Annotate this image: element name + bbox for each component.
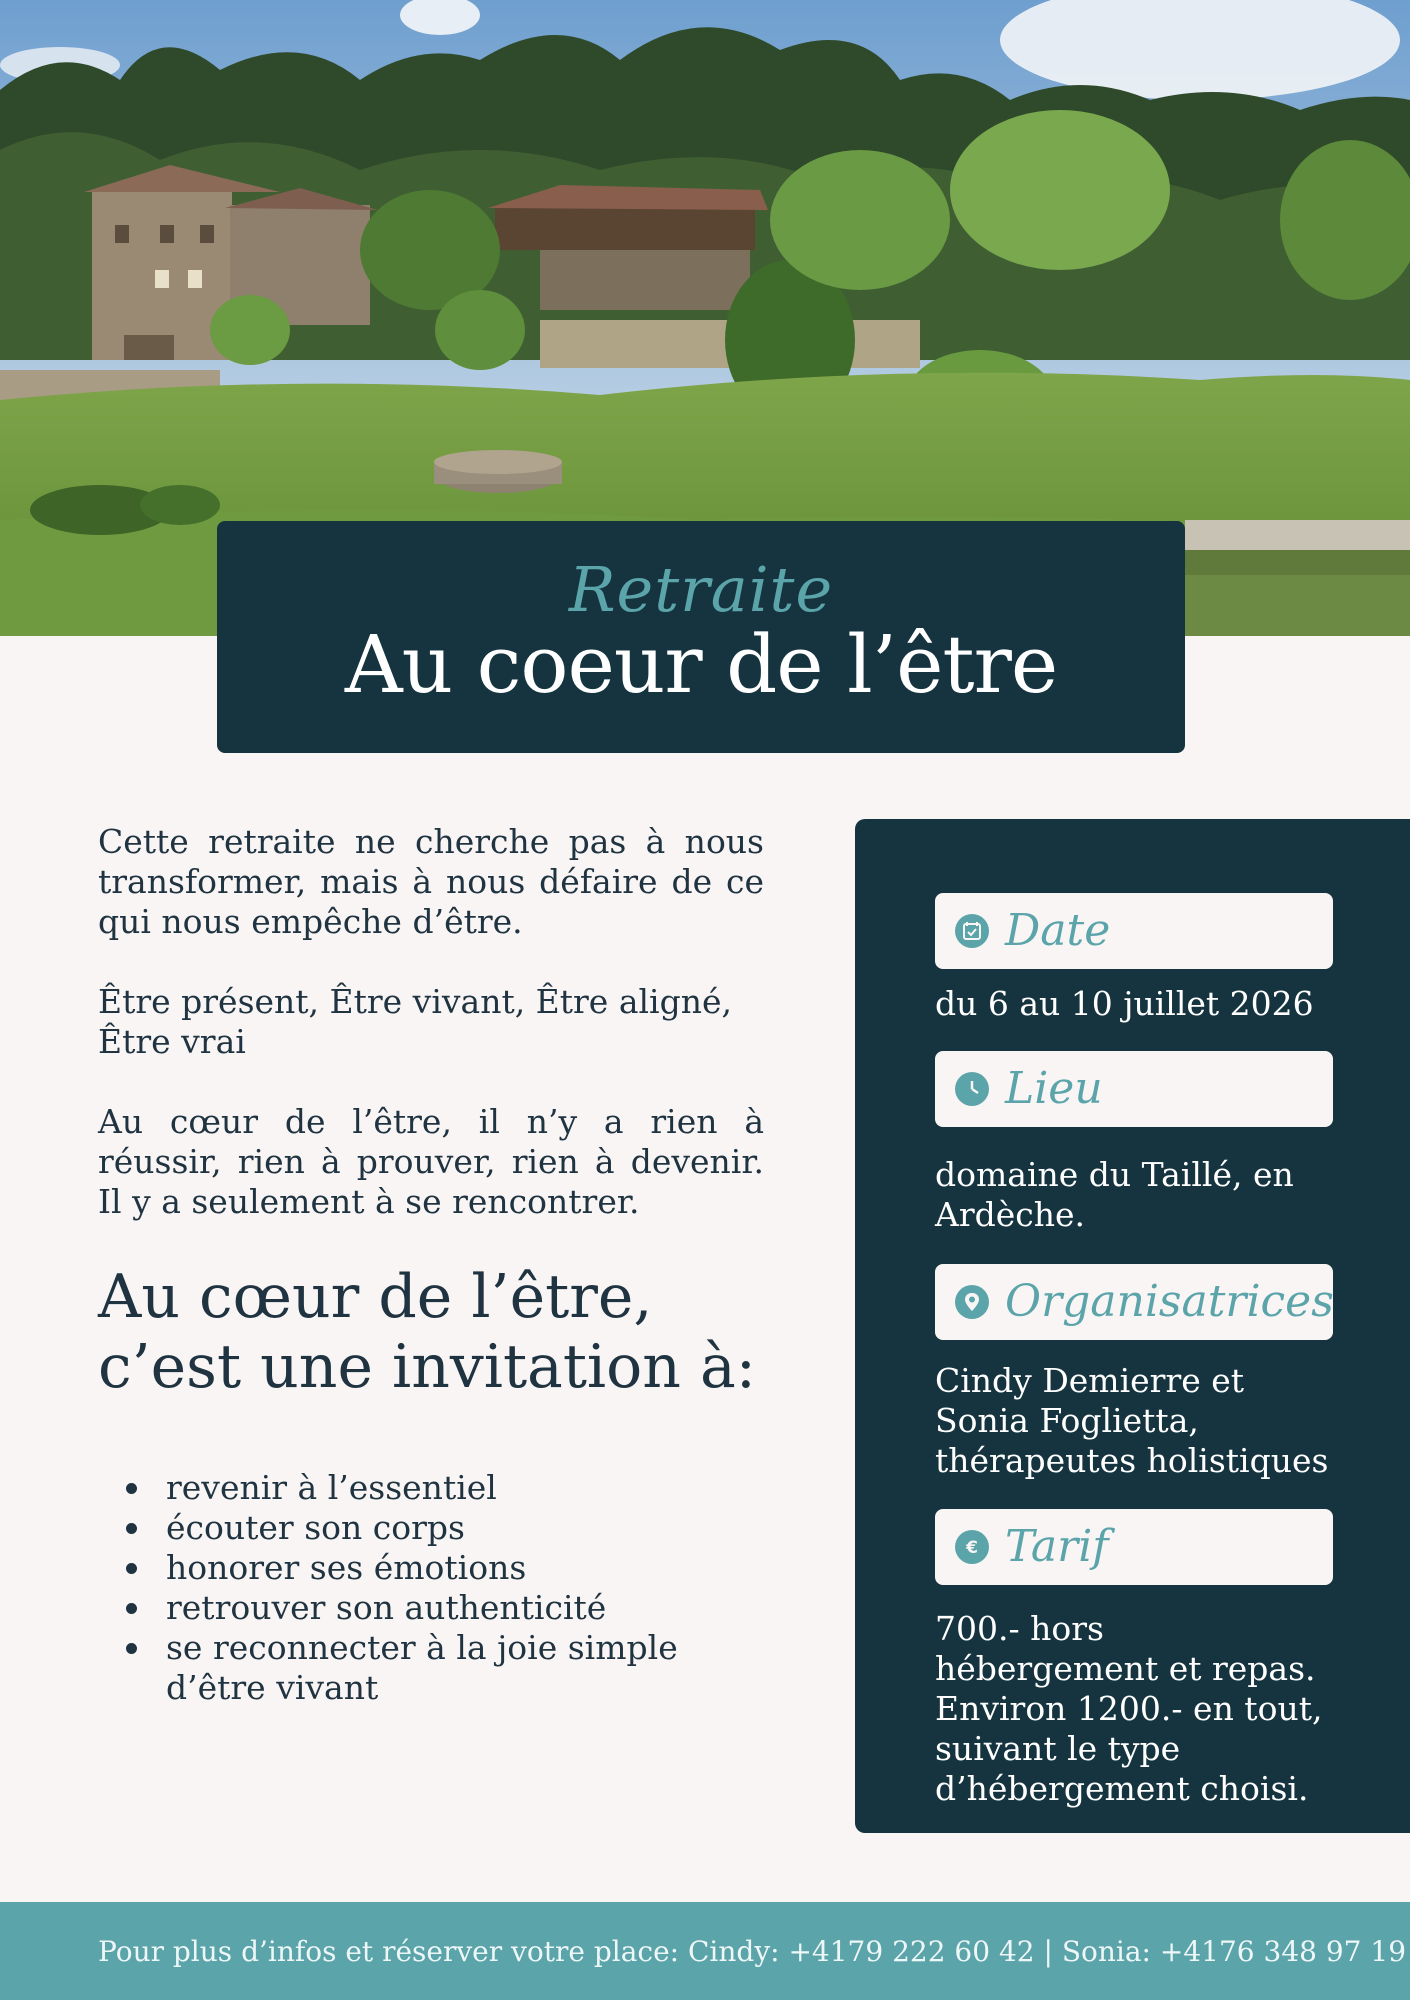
list-item [166,1508,764,1548]
svg-text:€: € [966,1538,978,1558]
title-card [217,521,1185,753]
list-item-text: revenir à l’essentiel [166,1468,497,1507]
lieu-label-pill [935,1051,1333,1127]
bullet-icon [126,1483,137,1494]
organisatrices-value: Cindy Demierre et Sonia Foglietta, thérapeutes holistiques [935,1361,1329,1480]
tarif-label-pill [935,1509,1333,1585]
list-item-text: honorer ses émotions [166,1548,527,1587]
bullet-icon [126,1563,137,1574]
organisatrices-label-pill [935,1264,1333,1340]
organisatrices-label: Organisatrices [1005,1276,1334,1327]
clock-icon [955,1072,989,1106]
list-item-text: se reconnecter à la joie simple d’être vivant [166,1628,678,1707]
intro-column [98,822,764,1708]
bullet-icon [126,1523,137,1534]
intro-paragraph: Être présent, Être vivant, Être aligné, Être vrai [98,982,733,1061]
invitation-list [98,1468,764,1708]
bullet-icon [126,1603,137,1614]
lieu-label: Lieu [1005,1063,1103,1114]
date-value: du 6 au 10 juillet 2026 [935,984,1314,1023]
intro-paragraph: Cette retraite ne cherche pas à nous transformer, mais à nous défaire de ce qui nous empêche d’être. [98,822,764,941]
title-kicker: Retraite [568,553,834,626]
contact-info: Pour plus d’infos et réserver votre place: Cindy: +4179 222 60 42 | Sonia: +4176 348 97 19 [98,1935,1407,1968]
list-item [166,1588,764,1628]
date-label-pill [935,893,1333,969]
list-item [166,1628,764,1708]
details-panel [855,819,1410,1833]
tarif-label: Tarif [1005,1521,1109,1572]
euro-icon [955,1530,989,1564]
intro-paragraph: Au cœur de l’être, il n’y a rien à réussir, rien à prouver, rien à devenir. Il y a seulement à se rencontrer. [98,1102,764,1221]
lieu-value: domaine du Taillé, en Ardèche. [935,1155,1294,1234]
list-item [166,1468,764,1508]
calendar-icon [955,914,989,948]
invitation-heading: Au cœur de l’être, c’est une invitation à: [98,1262,756,1402]
list-item-text: écouter son corps [166,1508,465,1547]
list-item-text: retrouver son authenticité [166,1588,607,1627]
bullet-icon [126,1643,137,1654]
location-pin-icon [955,1285,989,1319]
date-label: Date [1005,905,1111,956]
list-item [166,1548,764,1588]
page-title: Au coeur de l’être [344,618,1058,711]
tarif-value: 700.- hors hébergement et repas. Environ 1200.- en tout, suivant le type d’hébergement choisi. [935,1609,1323,1808]
footer-bar [0,1902,1410,2000]
